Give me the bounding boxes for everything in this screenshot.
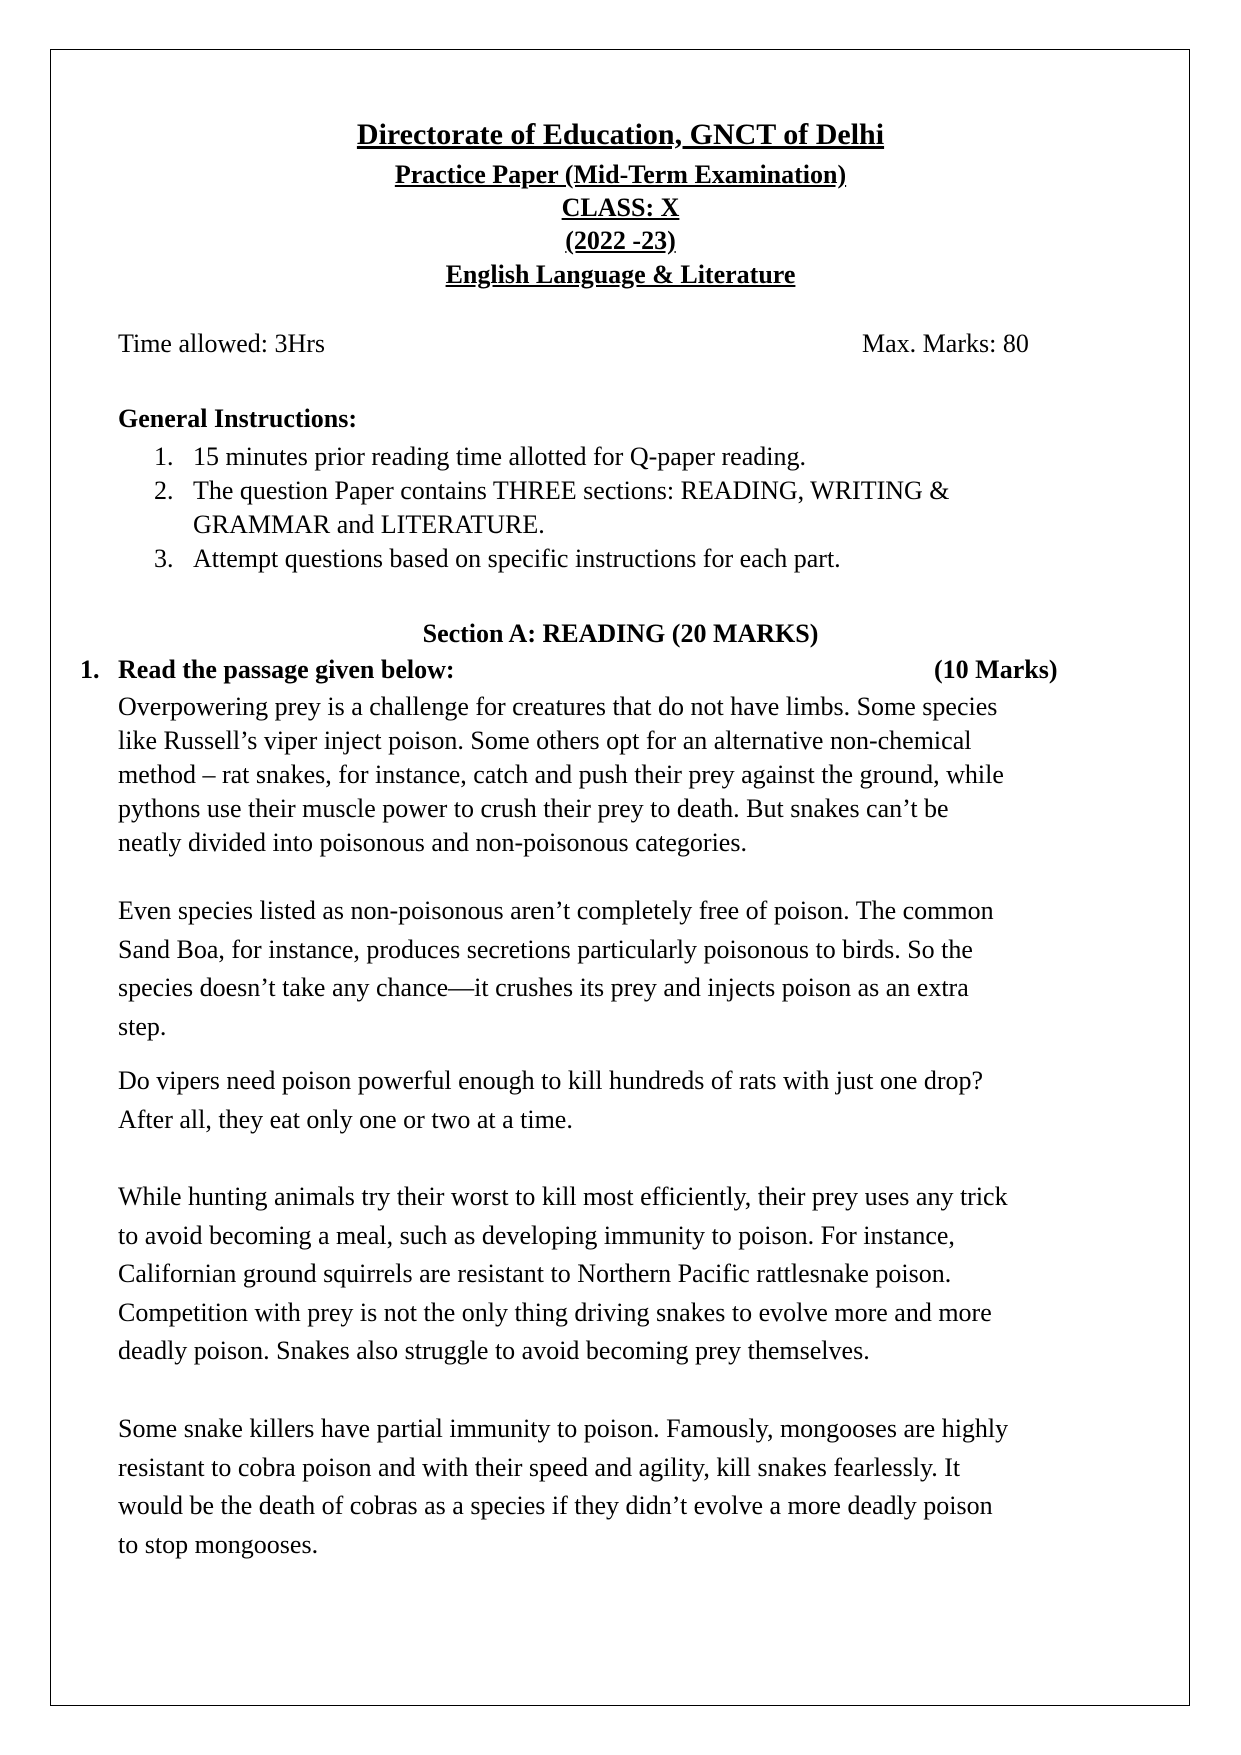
paper-title: Practice Paper (Mid-Term Examination) [394,160,847,189]
passage-line: species doesn’t take any chance—it crushes its prey and injects poison as an extra [118,973,969,1002]
organization-title: Directorate of Education, GNCT of Delhi [356,118,885,151]
passage-line: deadly poison. Snakes also struggle to avoid becoming prey themselves. [118,1336,870,1365]
passage-line: Overpowering prey is a challenge for creatures that do not have limbs. Some species [118,692,998,721]
passage-line: Do vipers need poison powerful enough to kill hundreds of rats with just one drop? [118,1066,984,1095]
instruction-text: 15 minutes prior reading time allotted for Q-paper reading. [193,442,806,471]
subject-title: English Language & Literature [445,260,796,289]
passage-line: After all, they eat only one or two at a time. [118,1104,573,1134]
passage-paragraph-1 [118,690,1128,860]
instruction-item [118,542,1078,576]
max-marks: Max. Marks: 80 [862,329,1029,358]
passage-paragraph-2 [118,892,1128,1046]
time-allowed: Time allowed: 3Hrs [118,329,326,358]
passage-line: Californian ground squirrels are resistant to Northern Pacific rattlesnake poison. [118,1259,952,1288]
passage-line: resistant to cobra poison and with their speed and agility, kill snakes fearlessly. It [118,1452,961,1482]
passage-line: While hunting animals try their worst to kill most efficiently, their prey uses any trick [118,1182,1008,1211]
passage-line: to avoid becoming a meal, such as developing immunity to poison. For instance, [118,1220,955,1250]
passage-line: pythons use their muscle power to crush their prey to death. But snakes can’t be [118,794,949,823]
passage-paragraph-3 [118,1062,1128,1139]
passage-line: Even species listed as non-poisonous aren’t completely free of poison. The common [118,896,994,925]
instructions-list [118,440,1078,576]
passage-line: neatly divided into poisonous and non-poisonous categories. [118,828,747,857]
instruction-number: 3. [154,544,174,573]
session-year: (2022 -23) [565,226,676,255]
passage-paragraph-4 [118,1178,1128,1371]
question-number: 1. [80,655,100,684]
question-prompt: Read the passage given below: [118,655,455,684]
instruction-text: The question Paper contains THREE sections: READING, WRITING & [193,476,950,505]
instruction-text: Attempt questions based on specific instructions for each part. [193,544,841,573]
class-label: CLASS: X [561,193,680,222]
instruction-item [118,440,1078,474]
question-marks: (10 Marks) [934,655,1058,684]
passage-line: step. [118,1011,167,1041]
passage-line: to stop mongooses. [118,1529,319,1559]
passage-line: would be the death of cobras as a species if they didn’t evolve a more deadly poison [118,1491,993,1520]
passage-line: Some snake killers have partial immunity to poison. Famously, mongooses are highly [118,1414,1009,1443]
passage-paragraph-5 [118,1410,1128,1564]
instruction-item [118,474,1078,542]
passage-line: method – rat snakes, for instance, catch and push their prey against the ground, while [118,760,1004,789]
instruction-number: 1. [154,442,174,471]
passage-line: Competition with prey is not the only thing driving snakes to evolve more and more [118,1297,992,1327]
instruction-text: GRAMMAR and LITERATURE. [193,510,545,539]
passage-line: like Russell’s viper inject poison. Some others opt for an alternative non-chemical [118,726,972,755]
passage-line: Sand Boa, for instance, produces secretions particularly poisonous to birds. So the [118,934,973,964]
general-instructions-title: General Instructions: [118,404,358,433]
section-a-title: Section A: READING (20 MARKS) [422,619,819,648]
instruction-number: 2. [154,476,174,505]
